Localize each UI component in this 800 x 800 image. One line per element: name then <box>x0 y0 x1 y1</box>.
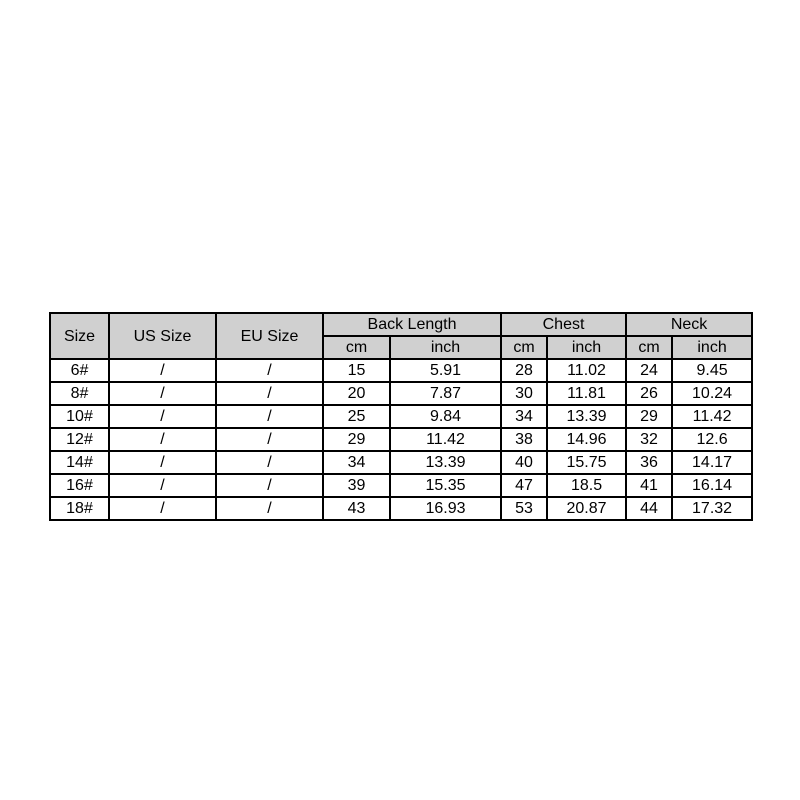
cell-chest-cm: 30 <box>501 382 547 405</box>
cell-back-length-cm: 29 <box>323 428 390 451</box>
header-chest-inch: inch <box>547 336 626 359</box>
header-back-length-inch: inch <box>390 336 501 359</box>
cell-us-size: / <box>109 497 216 520</box>
cell-size: 6# <box>50 359 109 382</box>
cell-neck-cm: 24 <box>626 359 672 382</box>
header-chest: Chest <box>501 313 626 336</box>
table-row <box>50 359 752 382</box>
cell-chest-cm: 38 <box>501 428 547 451</box>
cell-neck-cm: 32 <box>626 428 672 451</box>
cell-eu-size: / <box>216 451 323 474</box>
header-back-length: Back Length <box>323 313 501 336</box>
cell-eu-size: / <box>216 497 323 520</box>
cell-us-size: / <box>109 405 216 428</box>
cell-chest-inch: 11.81 <box>547 382 626 405</box>
cell-back-length-cm: 25 <box>323 405 390 428</box>
cell-us-size: / <box>109 359 216 382</box>
table-row <box>50 451 752 474</box>
cell-chest-inch: 11.02 <box>547 359 626 382</box>
cell-neck-inch: 11.42 <box>672 405 752 428</box>
header-size: Size <box>50 313 109 359</box>
cell-chest-cm: 34 <box>501 405 547 428</box>
cell-us-size: / <box>109 382 216 405</box>
cell-neck-inch: 12.6 <box>672 428 752 451</box>
cell-chest-cm: 53 <box>501 497 547 520</box>
cell-back-length-cm: 34 <box>323 451 390 474</box>
cell-neck-inch: 9.45 <box>672 359 752 382</box>
cell-us-size: / <box>109 428 216 451</box>
header-eu-size: EU Size <box>216 313 323 359</box>
cell-chest-cm: 40 <box>501 451 547 474</box>
cell-neck-cm: 41 <box>626 474 672 497</box>
header-neck-inch: inch <box>672 336 752 359</box>
table-row <box>50 474 752 497</box>
table-body <box>50 359 752 520</box>
table-row <box>50 382 752 405</box>
cell-back-length-inch: 9.84 <box>390 405 501 428</box>
cell-back-length-inch: 7.87 <box>390 382 501 405</box>
size-chart-table <box>49 312 753 521</box>
cell-size: 18# <box>50 497 109 520</box>
cell-size: 14# <box>50 451 109 474</box>
cell-back-length-inch: 5.91 <box>390 359 501 382</box>
header-chest-cm: cm <box>501 336 547 359</box>
cell-chest-inch: 13.39 <box>547 405 626 428</box>
header-back-length-cm: cm <box>323 336 390 359</box>
header-neck-cm: cm <box>626 336 672 359</box>
cell-us-size: / <box>109 474 216 497</box>
cell-neck-cm: 29 <box>626 405 672 428</box>
cell-neck-inch: 10.24 <box>672 382 752 405</box>
cell-neck-inch: 17.32 <box>672 497 752 520</box>
cell-chest-cm: 47 <box>501 474 547 497</box>
table-row <box>50 405 752 428</box>
table-row <box>50 497 752 520</box>
cell-neck-inch: 14.17 <box>672 451 752 474</box>
cell-chest-inch: 15.75 <box>547 451 626 474</box>
cell-chest-inch: 18.5 <box>547 474 626 497</box>
header-us-size: US Size <box>109 313 216 359</box>
cell-back-length-inch: 15.35 <box>390 474 501 497</box>
cell-size: 12# <box>50 428 109 451</box>
cell-neck-inch: 16.14 <box>672 474 752 497</box>
cell-back-length-inch: 13.39 <box>390 451 501 474</box>
cell-chest-cm: 28 <box>501 359 547 382</box>
cell-neck-cm: 44 <box>626 497 672 520</box>
cell-eu-size: / <box>216 382 323 405</box>
cell-back-length-cm: 39 <box>323 474 390 497</box>
table-header <box>50 313 752 359</box>
table-row <box>50 428 752 451</box>
cell-neck-cm: 26 <box>626 382 672 405</box>
cell-eu-size: / <box>216 405 323 428</box>
header-row-primary <box>50 313 752 336</box>
cell-size: 10# <box>50 405 109 428</box>
cell-chest-inch: 20.87 <box>547 497 626 520</box>
cell-eu-size: / <box>216 474 323 497</box>
cell-back-length-inch: 11.42 <box>390 428 501 451</box>
cell-back-length-cm: 15 <box>323 359 390 382</box>
cell-eu-size: / <box>216 428 323 451</box>
cell-size: 16# <box>50 474 109 497</box>
header-neck: Neck <box>626 313 752 336</box>
cell-us-size: / <box>109 451 216 474</box>
cell-back-length-cm: 20 <box>323 382 390 405</box>
cell-chest-inch: 14.96 <box>547 428 626 451</box>
cell-back-length-cm: 43 <box>323 497 390 520</box>
cell-size: 8# <box>50 382 109 405</box>
cell-back-length-inch: 16.93 <box>390 497 501 520</box>
cell-neck-cm: 36 <box>626 451 672 474</box>
cell-eu-size: / <box>216 359 323 382</box>
